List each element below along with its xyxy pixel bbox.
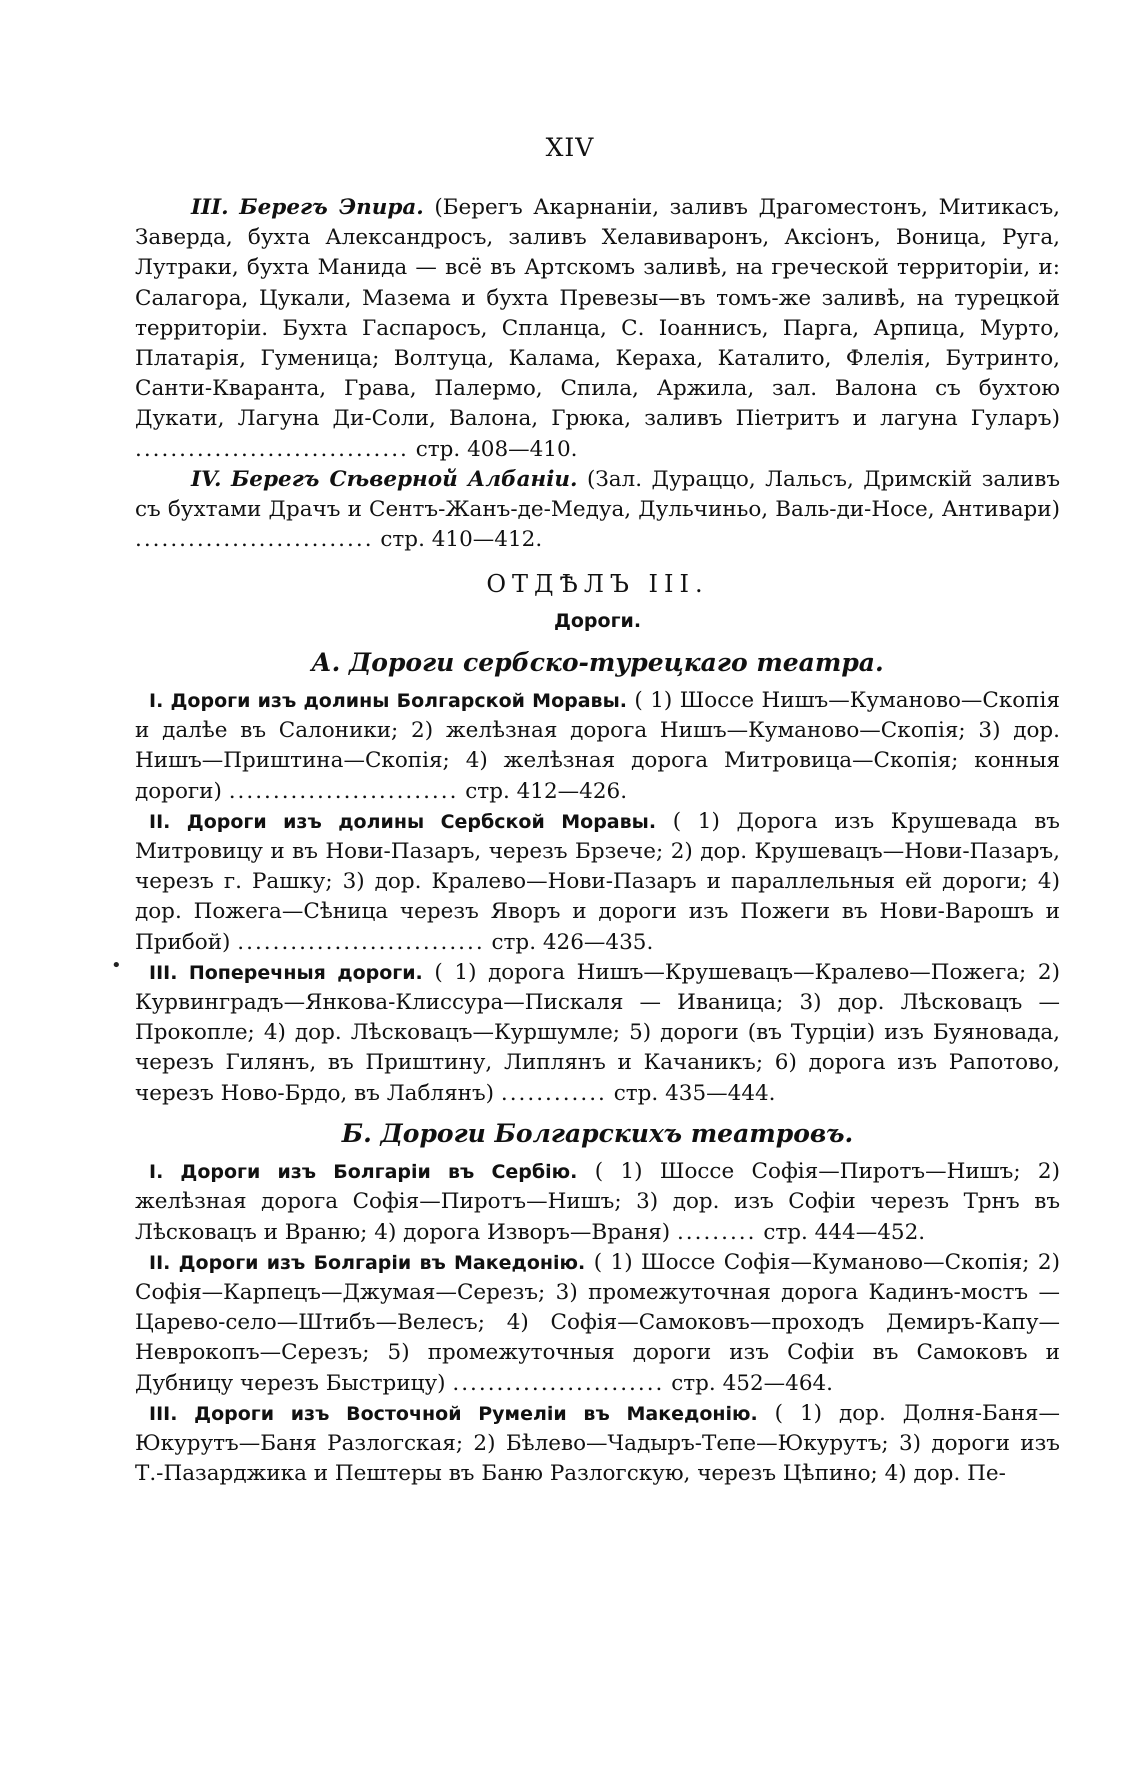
- entry-roman: III.: [191, 195, 229, 220]
- entry-label: I. Дороги изъ Болгаріи въ Сербію.: [149, 1161, 578, 1184]
- leader-dots: .........: [676, 1219, 757, 1245]
- entry-north-albania-coast: [135, 465, 1060, 556]
- entry-label: I. Дороги изъ долины Болгарской Моравы.: [149, 690, 627, 713]
- page-range: стр. 412—426.: [465, 778, 628, 804]
- theatre-a-title: А. Дороги сербско-турецкаго театра.: [311, 647, 884, 677]
- leader-dots: ........................: [452, 1370, 665, 1396]
- page-range: стр. 426—435.: [491, 929, 654, 955]
- entry-text: ( 1) Шоссе Софія—Пиротъ—Нишъ; 2) желѣзная дорога Софія—Пиротъ—Нишъ; 3) дор. изъ Софіи черезъ Трнъ въ Лѣсковацъ и Враню; 4) дорога Изворъ—Враня): [135, 1159, 1060, 1245]
- entry-roman: IV.: [191, 466, 222, 492]
- page-range: стр. 435—444.: [613, 1080, 776, 1106]
- entry-heading: Берегъ Сѣверной Албаніи.: [230, 466, 578, 492]
- entry-a1: [135, 686, 1060, 807]
- entry-epirus-coast: [135, 193, 1060, 465]
- entry-heading: Берегъ Эпира.: [239, 195, 424, 220]
- page-range: стр. 410—412.: [380, 527, 543, 553]
- entry-b3: [135, 1399, 1060, 1490]
- entry-a3: [135, 958, 1060, 1109]
- leader-dots: ............................: [237, 929, 485, 955]
- page-body: [135, 193, 1060, 1489]
- leader-dots: ...........................: [135, 527, 374, 553]
- page-range: стр. 452—464.: [671, 1370, 834, 1396]
- leader-dots: ...............................: [135, 436, 409, 462]
- leader-dots: ............: [500, 1080, 607, 1106]
- theatre-b-title: Б. Дороги Болгарскихъ театровъ.: [341, 1118, 854, 1148]
- entry-text: ( 1) Дорога изъ Крушевада въ Митровицу и въ Нови-Пазаръ, черезъ Брзече; 2) дор. Крушевацъ—Нови-Пазаръ, черезъ г. Рашку; 3) дор. Кралево—Нови-Пазаръ и параллельныя ей дороги; 4) дор. Пожега—Сѣница черезъ Яворъ и дороги изъ Пожеги въ Нови-Варошъ и Прибой): [135, 808, 1060, 955]
- entry-label: III. Дороги изъ Восточной Румеліи въ Македонію.: [149, 1402, 758, 1425]
- entry-a2: [135, 807, 1060, 958]
- entry-text: ( 1) дорога Нишъ—Крушевацъ—Кралево—Пожега; 2) Курвинградъ—Янкова-Клиссура—Пискаля — Иваница; 3) дор. Лѣсковацъ — Прокопле; 4) дор. Лѣсковацъ—Куршумле; 5) дороги (въ Турціи) изъ Буяновада, черезъ Гилянъ, въ Приштину, Липлянъ и Качаникъ; 6) дорога изъ Рапотово, черезъ Ново-Брдо, въ Лаблянъ): [135, 959, 1060, 1106]
- page-number: XIV: [545, 133, 595, 162]
- entry-label: II. Дороги изъ долины Сербской Моравы.: [149, 810, 657, 833]
- section-title: ОТДѢЛЪ III.: [486, 570, 709, 599]
- page-range: стр. 444—452.: [763, 1219, 926, 1245]
- entry-text: ( 1) дор. Долня-Баня—Юкурутъ—Баня Разлогская; 2) Бѣлево—Чадыръ-Тепе—Юкурутъ; 3) дороги изъ Т.-Пазарджика и Пештеры въ Баню Разлогскую, черезъ Цѣпино; 4) дор. Пе-: [135, 1400, 1060, 1487]
- entry-text: ( 1) Шоссе Нишъ—Куманово—Скопія и далѣе въ Салоники; 2) желѣзная дорога Нишъ—Куманово—Скопія; 3) дор. Нишъ—Приштина—Скопія; 4) желѣзная дорога Митровица—Скопія; конныя дороги): [135, 688, 1060, 804]
- entry-text: ( 1) Шоссе Софія—Куманово—Скопія; 2) Софія—Карпецъ—Джумая—Серезъ; 3) промежуточная дорога Кадинъ-мостъ —Царево-село—Штибъ—Велесъ; 4) Софія—Самоковъ—проходъ Демиръ-Капу—Неврокопъ—Серезъ; 5) промежуточныя дороги изъ Софіи въ Самоковъ и Дубницу черезъ Быстрицу): [135, 1249, 1060, 1396]
- leader-dots: ..........................: [228, 778, 459, 804]
- entry-label: III. Поперечныя дороги.: [149, 961, 423, 984]
- page-range: стр. 408—410.: [415, 436, 578, 462]
- entry-b2: [135, 1248, 1060, 1399]
- entry-label: II. Дороги изъ Болгаріи въ Македонію.: [149, 1251, 586, 1274]
- entry-text: (Зал. Дураццо, Лальсъ, Дримскій заливъ съ бухтами Драчъ и Сентъ-Жанъ-де-Медуа, Дульчиньо, Валь-ди-Носе, Антивари): [135, 466, 1061, 523]
- section-subtitle: Дороги.: [553, 609, 642, 632]
- entry-b1: [135, 1157, 1060, 1248]
- entry-text: (Берегъ Акарнаніи, заливъ Драгоместонъ, Митикасъ, Заверда, бухта Александросъ, заливъ Хелавиваронъ, Аксіонъ, Воница, Руга, Лутраки, бухта Манида — всё въ Артскомъ заливѣ, на греческой территоріи, и: Салагора, Цукали, Мазема и бухта Превезы—въ томъ-же заливѣ, на турецкой территоріи. Бухта Гаспаросъ, Спланца, С. Іоаннисъ, Парга, Арпица, Мурто, Платарія, Гуменица; Волтуца, Калама, Кераха, Каталито, Флелія, Бутринто, Санти-Кваранта, Грава, Палермо, Спила, Аржила, зал. Валона съ бухтою Дукати, Лагуна Ди-Соли, Валона, Грюка, заливъ Піетритъ и лагуна Гуларъ): [135, 195, 1060, 432]
- margin-mark: •: [111, 955, 122, 976]
